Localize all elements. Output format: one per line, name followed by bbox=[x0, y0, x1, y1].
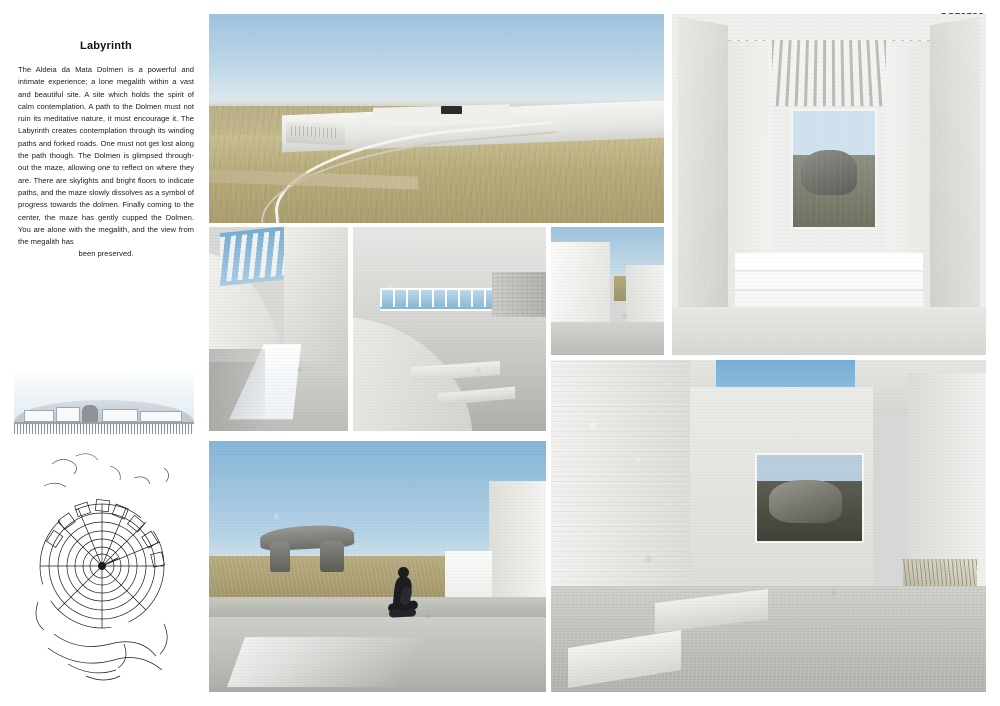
elevation-ground-hatch bbox=[14, 424, 194, 434]
project-description-last-line: been preserved. bbox=[78, 249, 134, 259]
elevation-volume-2 bbox=[56, 407, 80, 422]
project-description bbox=[18, 64, 194, 261]
project-text-column bbox=[18, 40, 194, 261]
corridor-shadow bbox=[209, 349, 265, 431]
elevation-dolmen bbox=[82, 405, 98, 422]
site-plan-drawing bbox=[14, 438, 194, 692]
sky-region bbox=[209, 14, 664, 104]
entry-structure-slats bbox=[291, 126, 337, 139]
wall-slot-exterior-render bbox=[551, 227, 664, 355]
skylit-corridor-render bbox=[209, 227, 348, 431]
aerial-exterior-render bbox=[209, 14, 664, 223]
site-elevation-drawing bbox=[14, 368, 194, 434]
project-description-text: The Aldeia da Mata Dolmen is a powerful and intimate experience; a lone megalith within a vast and beautiful site. A site which holds the spirit of calm contemplation. A path to the Dolmen must not ruin its meditative nature, it must encourage it. The Labyrinth creates contemplation through its winding paths and forked roads. One must not get lost along the path though. The Dolmen is glimpsed through-out the maze, allowing one to reflect on where they are. There are skylights and bright floors to indicate paths, and the maze slowly dissolves as a symbol of progress towards the dolmen. Finally coming to the center, the maze has gently cupped the Dolmen. You are alone with the megalith, and the view from the megalith has bbox=[18, 65, 195, 247]
dolmen-megalith bbox=[769, 480, 843, 523]
slot-ground bbox=[551, 322, 664, 355]
seated-figure-dolmen-render bbox=[209, 441, 546, 692]
interior-hall-render bbox=[353, 227, 546, 431]
dolmen-stone bbox=[441, 106, 461, 114]
dolmen-support-left bbox=[270, 541, 290, 571]
interior-dolmen-view-render bbox=[551, 360, 986, 692]
elevation-volume-1 bbox=[24, 410, 54, 422]
seated-floor-light bbox=[227, 637, 421, 687]
figure-head bbox=[398, 567, 409, 579]
site-plan-svg bbox=[14, 438, 194, 692]
figure-leg-back bbox=[389, 608, 416, 617]
elevation-volume-4 bbox=[140, 411, 182, 422]
page-title: Labyrinth bbox=[80, 40, 132, 52]
portico-steps-render bbox=[672, 14, 986, 355]
concrete-texture bbox=[672, 14, 986, 355]
dolmen-support-right bbox=[320, 541, 344, 571]
elevation-volume-3 bbox=[102, 409, 138, 422]
